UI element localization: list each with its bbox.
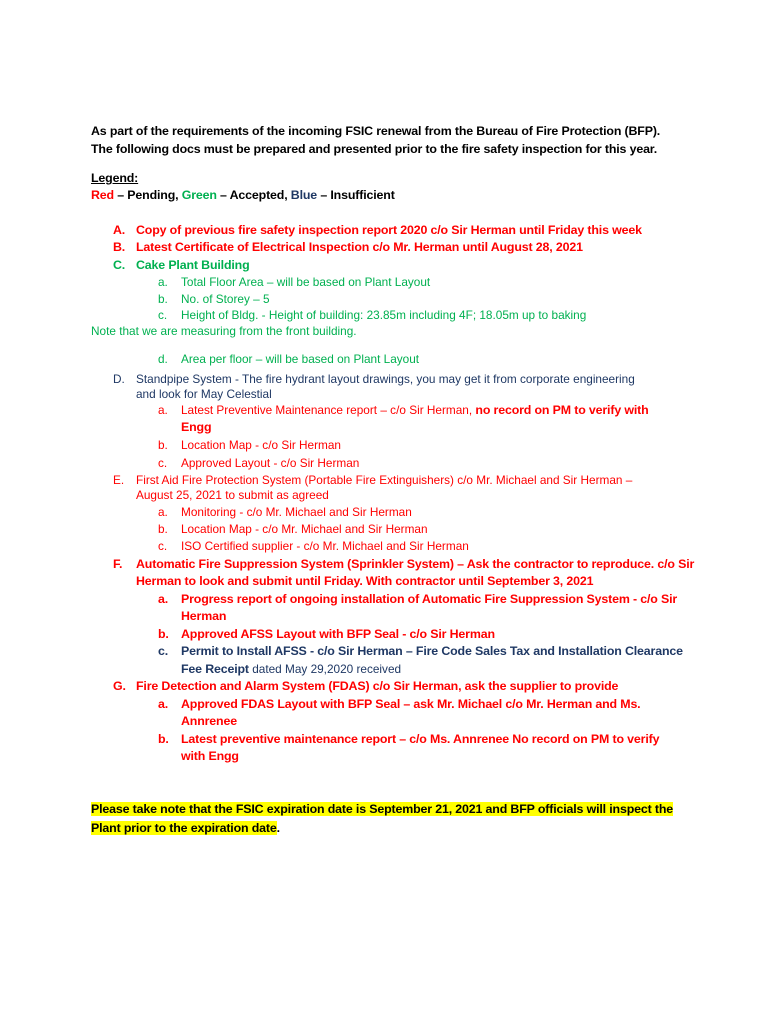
item-d-sub-a-marker: a. [158, 403, 168, 417]
footer-line-1 [91, 801, 673, 818]
item-g-marker: G. [113, 679, 126, 693]
item-f-sub-a-line-2: Herman [181, 609, 227, 623]
item-c-sub-b-marker: b. [158, 292, 168, 306]
item-d-line-1: Standpipe System - The fire hydrant layout drawings, you may get it from corporate engineering [136, 372, 635, 386]
item-e-sub-b-text: Location Map - c/o Mr. Michael and Sir Herman [181, 522, 428, 536]
item-f-sub-c-line-1: Permit to Install AFSS - c/o Sir Herman – Fire Code Sales Tax and Installation Clearance [181, 644, 683, 658]
item-c-sub-c-marker: c. [158, 308, 168, 322]
item-e-sub-b-marker: b. [158, 522, 168, 536]
legend-line [91, 187, 395, 204]
legend-heading: Legend: [91, 171, 139, 185]
item-d-sub-a-line-1 [181, 402, 649, 419]
item-b-marker: B. [113, 240, 126, 254]
item-c-sub-a-text: Total Floor Area – will be based on Plant Layout [181, 275, 431, 289]
item-c-marker: C. [113, 258, 126, 272]
item-e-sub-c-marker: c. [158, 539, 168, 553]
item-c-text: Cake Plant Building [136, 258, 250, 272]
item-g-sub-b-line-1: Latest preventive maintenance report – c/o Ms. Annrenee No record on PM to verify [181, 732, 660, 746]
item-d-sub-a-text: Latest Preventive Maintenance report – c/o Sir Herman, [181, 403, 476, 417]
legend-insufficient: – Insufficient [317, 188, 395, 202]
item-c-sub-a-marker: a. [158, 275, 168, 289]
item-d-line-2: and look for May Celestial [136, 387, 272, 401]
item-d-sub-a-bold: no record on PM to verify with [475, 403, 649, 417]
item-d-sub-b-text: Location Map - c/o Sir Herman [181, 438, 341, 452]
legend-accepted: – Accepted, [216, 188, 291, 202]
item-f-line-1: Automatic Fire Suppression System (Sprinkler System) – Ask the contractor to reproduce. c/o Sir [136, 557, 695, 571]
item-e-sub-c-text: ISO Certified supplier - c/o Mr. Michael and Sir Herman [181, 539, 469, 553]
item-c-sub-d-text: Area per floor – will be based on Plant Layout [181, 352, 420, 366]
item-e-line-1: First Aid Fire Protection System (Portable Fire Extinguishers) c/o Mr. Michael and Sir Herman – [136, 473, 633, 487]
item-d-sub-c-marker: c. [158, 456, 168, 470]
item-f-sub-c-rest: dated May 29,2020 received [252, 662, 402, 676]
item-e-sub-a-text: Monitoring - c/o Mr. Michael and Sir Herman [181, 505, 412, 519]
item-g-text: Fire Detection and Alarm System (FDAS) c/o Sir Herman, ask the supplier to provide [136, 679, 619, 693]
item-d-marker: D. [113, 372, 125, 386]
footer-line-1-text: Please take note that the FSIC expiration date is September 21, 2021 and BFP officials will inspect the [91, 802, 674, 816]
footer-line-2 [91, 820, 280, 837]
item-f-line-2: Herman to look and submit until Friday. With contractor until September 3, 2021 [136, 574, 594, 588]
legend-red: Red [91, 188, 114, 202]
item-g-sub-b-marker: b. [158, 732, 169, 746]
footer-period: . [276, 821, 280, 835]
item-c-sub-b-text: No. of Storey – 5 [181, 292, 270, 306]
intro-line-1: As part of the requirements of the incoming FSIC renewal from the Bureau of Fire Protection (BFP). [91, 124, 661, 138]
item-e-marker: E. [113, 473, 125, 487]
item-f-sub-c-line-2 [181, 660, 401, 678]
item-e-line-2: August 25, 2021 to submit as agreed [136, 488, 329, 502]
item-g-sub-b-line-2: with Engg [181, 749, 239, 763]
footer-line-2-text: Plant prior to the expiration date [91, 821, 277, 835]
item-f-sub-b-marker: b. [158, 627, 169, 641]
item-d-sub-a-line-2: Engg [181, 420, 212, 434]
item-b-text: Latest Certificate of Electrical Inspection c/o Mr. Herman until August 28, 2021 [136, 240, 583, 254]
item-d-sub-c-text: Approved Layout - c/o Sir Herman [181, 456, 360, 470]
item-c-note: Note that we are measuring from the front building. [91, 324, 357, 338]
item-f-sub-c-bold: Fee Receipt [181, 662, 253, 676]
item-g-sub-a-marker: a. [158, 697, 169, 711]
item-f-marker: F. [113, 557, 123, 571]
intro-line-2: The following docs must be prepared and presented prior to the fire safety inspection for this year. [91, 142, 658, 156]
item-f-sub-b-text: Approved AFSS Layout with BFP Seal - c/o Sir Herman [181, 627, 495, 641]
item-c-sub-d-marker: d. [158, 352, 168, 366]
item-g-sub-a-line-2: Annrenee [181, 714, 237, 728]
item-f-sub-a-marker: a. [158, 592, 169, 606]
item-e-sub-a-marker: a. [158, 505, 168, 519]
legend-blue: Blue [290, 188, 318, 202]
item-g-sub-a-line-1: Approved FDAS Layout with BFP Seal – ask Mr. Michael c/o Mr. Herman and Ms. [181, 697, 641, 711]
item-d-sub-b-marker: b. [158, 438, 168, 452]
item-a-marker: A. [113, 223, 126, 237]
item-f-sub-a-line-1: Progress report of ongoing installation of Automatic Fire Suppression System - c/o Sir [181, 592, 678, 606]
legend-green: Green [181, 188, 217, 202]
item-c-sub-c-text: Height of Bldg. - Height of building: 23.85m including 4F; 18.05m up to baking [181, 308, 587, 322]
item-a-text: Copy of previous fire safety inspection report 2020 c/o Sir Herman until Friday this week [136, 223, 642, 237]
item-f-sub-c-marker: c. [158, 644, 169, 658]
legend-pending: – Pending, [113, 188, 182, 202]
